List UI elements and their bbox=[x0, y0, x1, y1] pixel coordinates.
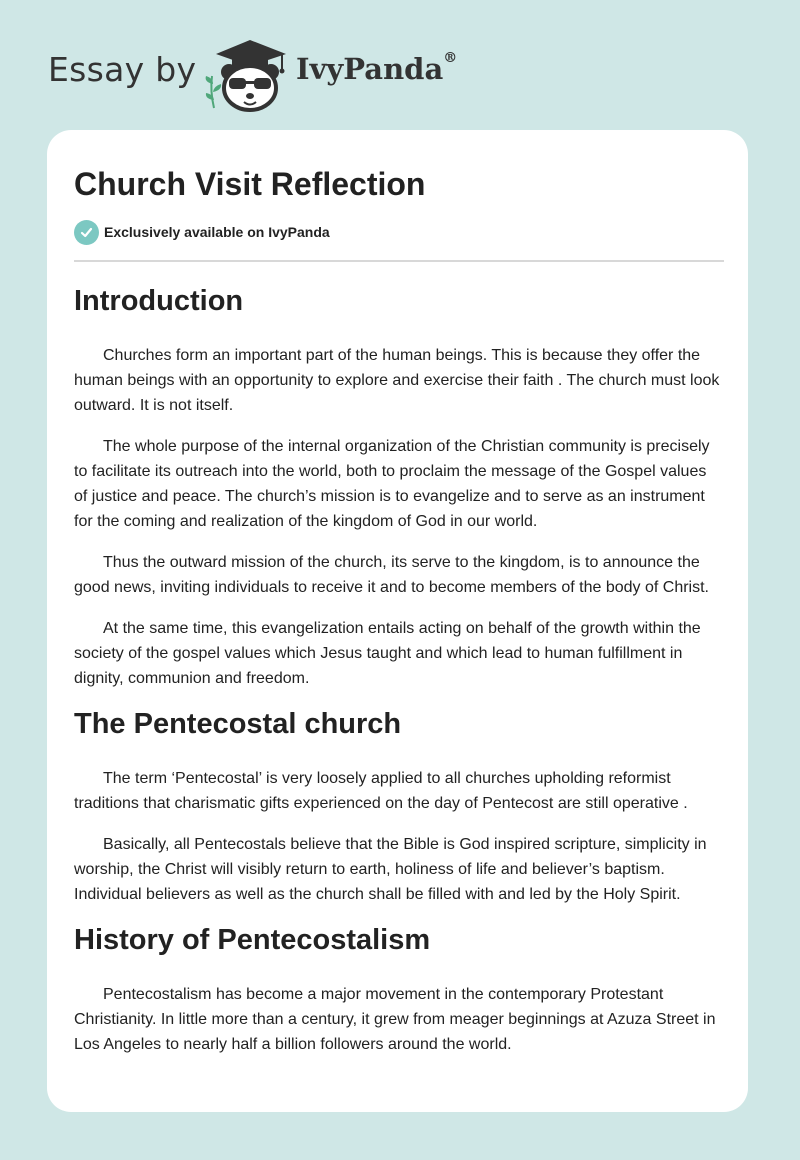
title-divider bbox=[74, 260, 724, 262]
paragraph: Churches form an important part of the human beings. This is because they offer the human beings with an opportunity to explore and exercise their faith . The church must look outward. It is not itself. bbox=[74, 347, 720, 414]
site-header bbox=[48, 34, 508, 114]
paragraph: Basically, all Pentecostals believe that the Bible is God inspired scripture, simplicity in worship, the Christ will visibly return to earth, holiness of life and believer’s baptism. Individual believers as well as the church shall be filled with and led by the Holy Spirit. bbox=[74, 836, 707, 903]
paragraph: The term ‘Pentecostal’ is very loosely applied to all churches upholding reformist traditions that charismatic gifts experienced on the day of Pentecost are still operative . bbox=[74, 770, 688, 812]
registered-mark: ® bbox=[443, 50, 458, 66]
paragraph: Pentecostalism has become a major movement in the contemporary Protestant Christianity. In little more than a century, it grew from meager beginnings at Azuza Street in Los Angeles to nearly half a billion followers around the world. bbox=[74, 986, 716, 1053]
exclusive-text: Exclusively available on IvyPanda bbox=[104, 224, 330, 240]
brand-name[interactable] bbox=[296, 52, 457, 86]
paragraph: Thus the outward mission of the church, its serve to the kingdom, is to announce the good news, inviting individuals to receive it and to become members of the body of Christ. bbox=[74, 554, 709, 596]
paragraph: At the same time, this evangelization entails acting on behalf of the growth within the society of the gospel values which Jesus taught and which lead to human fulfillment in dignity, communion and freedom. bbox=[74, 620, 701, 687]
essay-card bbox=[47, 130, 748, 1112]
brand-text: IvyPanda bbox=[296, 52, 444, 86]
section-heading-history: History of Pentecostalism bbox=[74, 924, 431, 956]
section-heading-pentecostal-church: The Pentecostal church bbox=[74, 708, 402, 740]
check-circle-icon bbox=[74, 220, 99, 245]
essay-title: Church Visit Reflection bbox=[74, 166, 426, 202]
essay-by-label: Essay by bbox=[48, 50, 197, 89]
paragraph: The whole purpose of the internal organization of the Christian community is precisely to facilitate its outreach into the world, both to proclaim the message of the Gospel values of justice and peace. The church’s mission is to evangelize and to serve as an instrument for the coming and realization of the kingdom of God in our world. bbox=[74, 438, 710, 530]
essay-content bbox=[74, 130, 724, 1057]
exclusive-badge bbox=[74, 218, 724, 246]
section-heading-introduction: Introduction bbox=[74, 285, 244, 317]
ivypanda-logo-icon[interactable] bbox=[202, 36, 294, 112]
